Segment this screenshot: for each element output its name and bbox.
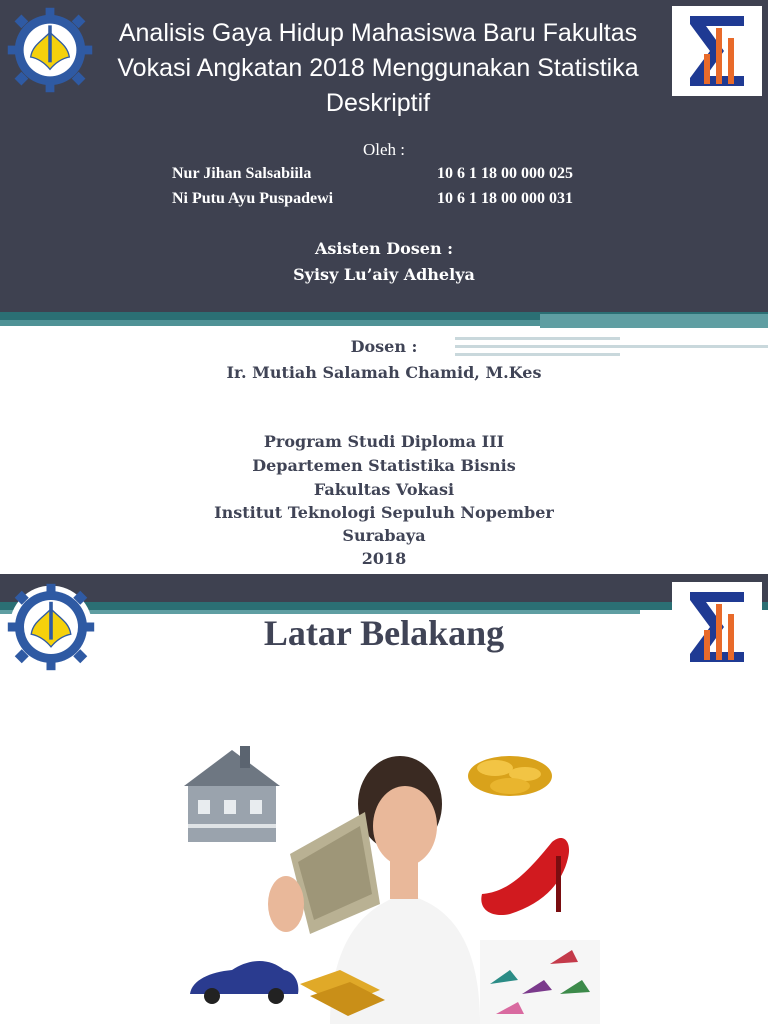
presentation-title: Analisis Gaya Hidup Mahasiswa Baru Fakultas Vokasi Angkatan 2018 Menggunakan Statistika Deskriptif (117, 19, 639, 117)
institution-line: Program Studi Diploma III (263, 432, 505, 451)
institution-line: Fakultas Vokasi (313, 480, 455, 499)
author-nrp: 10 6 1 18 00 000 031 (437, 190, 573, 207)
institution-line: Surabaya (342, 526, 426, 545)
statistics-dept-logo (672, 6, 762, 96)
slide-title: Latar Belakang (263, 613, 505, 653)
assistant-lecturer-name: Syisy Lu’aiy Adhelya (293, 265, 475, 284)
lifestyle-collage-image (180, 744, 600, 1024)
institution-line: Institut Teknologi Sepuluh Nopember (214, 503, 554, 522)
header-band (0, 574, 768, 602)
lecturer-label: Dosen : (350, 337, 418, 356)
money-fan-illustration (268, 812, 380, 934)
assistant-lecturer-label: Asisten Dosen : (314, 239, 454, 258)
author-row (172, 190, 632, 208)
author-row (172, 165, 632, 183)
background-slide (0, 574, 768, 1024)
lecturer-name: Ir. Mutiah Salamah Chamid, M.Kes (226, 363, 542, 382)
author-name: Nur Jihan Salsabiila (172, 165, 312, 182)
teal-stripe-tertiary (540, 314, 768, 328)
teal-stripe (0, 602, 768, 610)
car-illustration (190, 961, 298, 1004)
shoe-collection-illustration (480, 940, 600, 1024)
red-shoe-illustration (481, 838, 569, 915)
author-nrp: 10 6 1 18 00 000 025 (437, 165, 573, 182)
author-name: Ni Putu Ayu Puspadewi (172, 190, 334, 207)
institution-line: 2018 (361, 549, 407, 568)
author-label: Oleh : (362, 140, 406, 159)
its-logo (6, 6, 94, 94)
house-illustration (184, 746, 280, 842)
teal-stripe-secondary (0, 320, 540, 326)
institution-line: Departemen Statistika Bisnis (252, 456, 516, 475)
gold-coins-illustration (468, 756, 552, 796)
